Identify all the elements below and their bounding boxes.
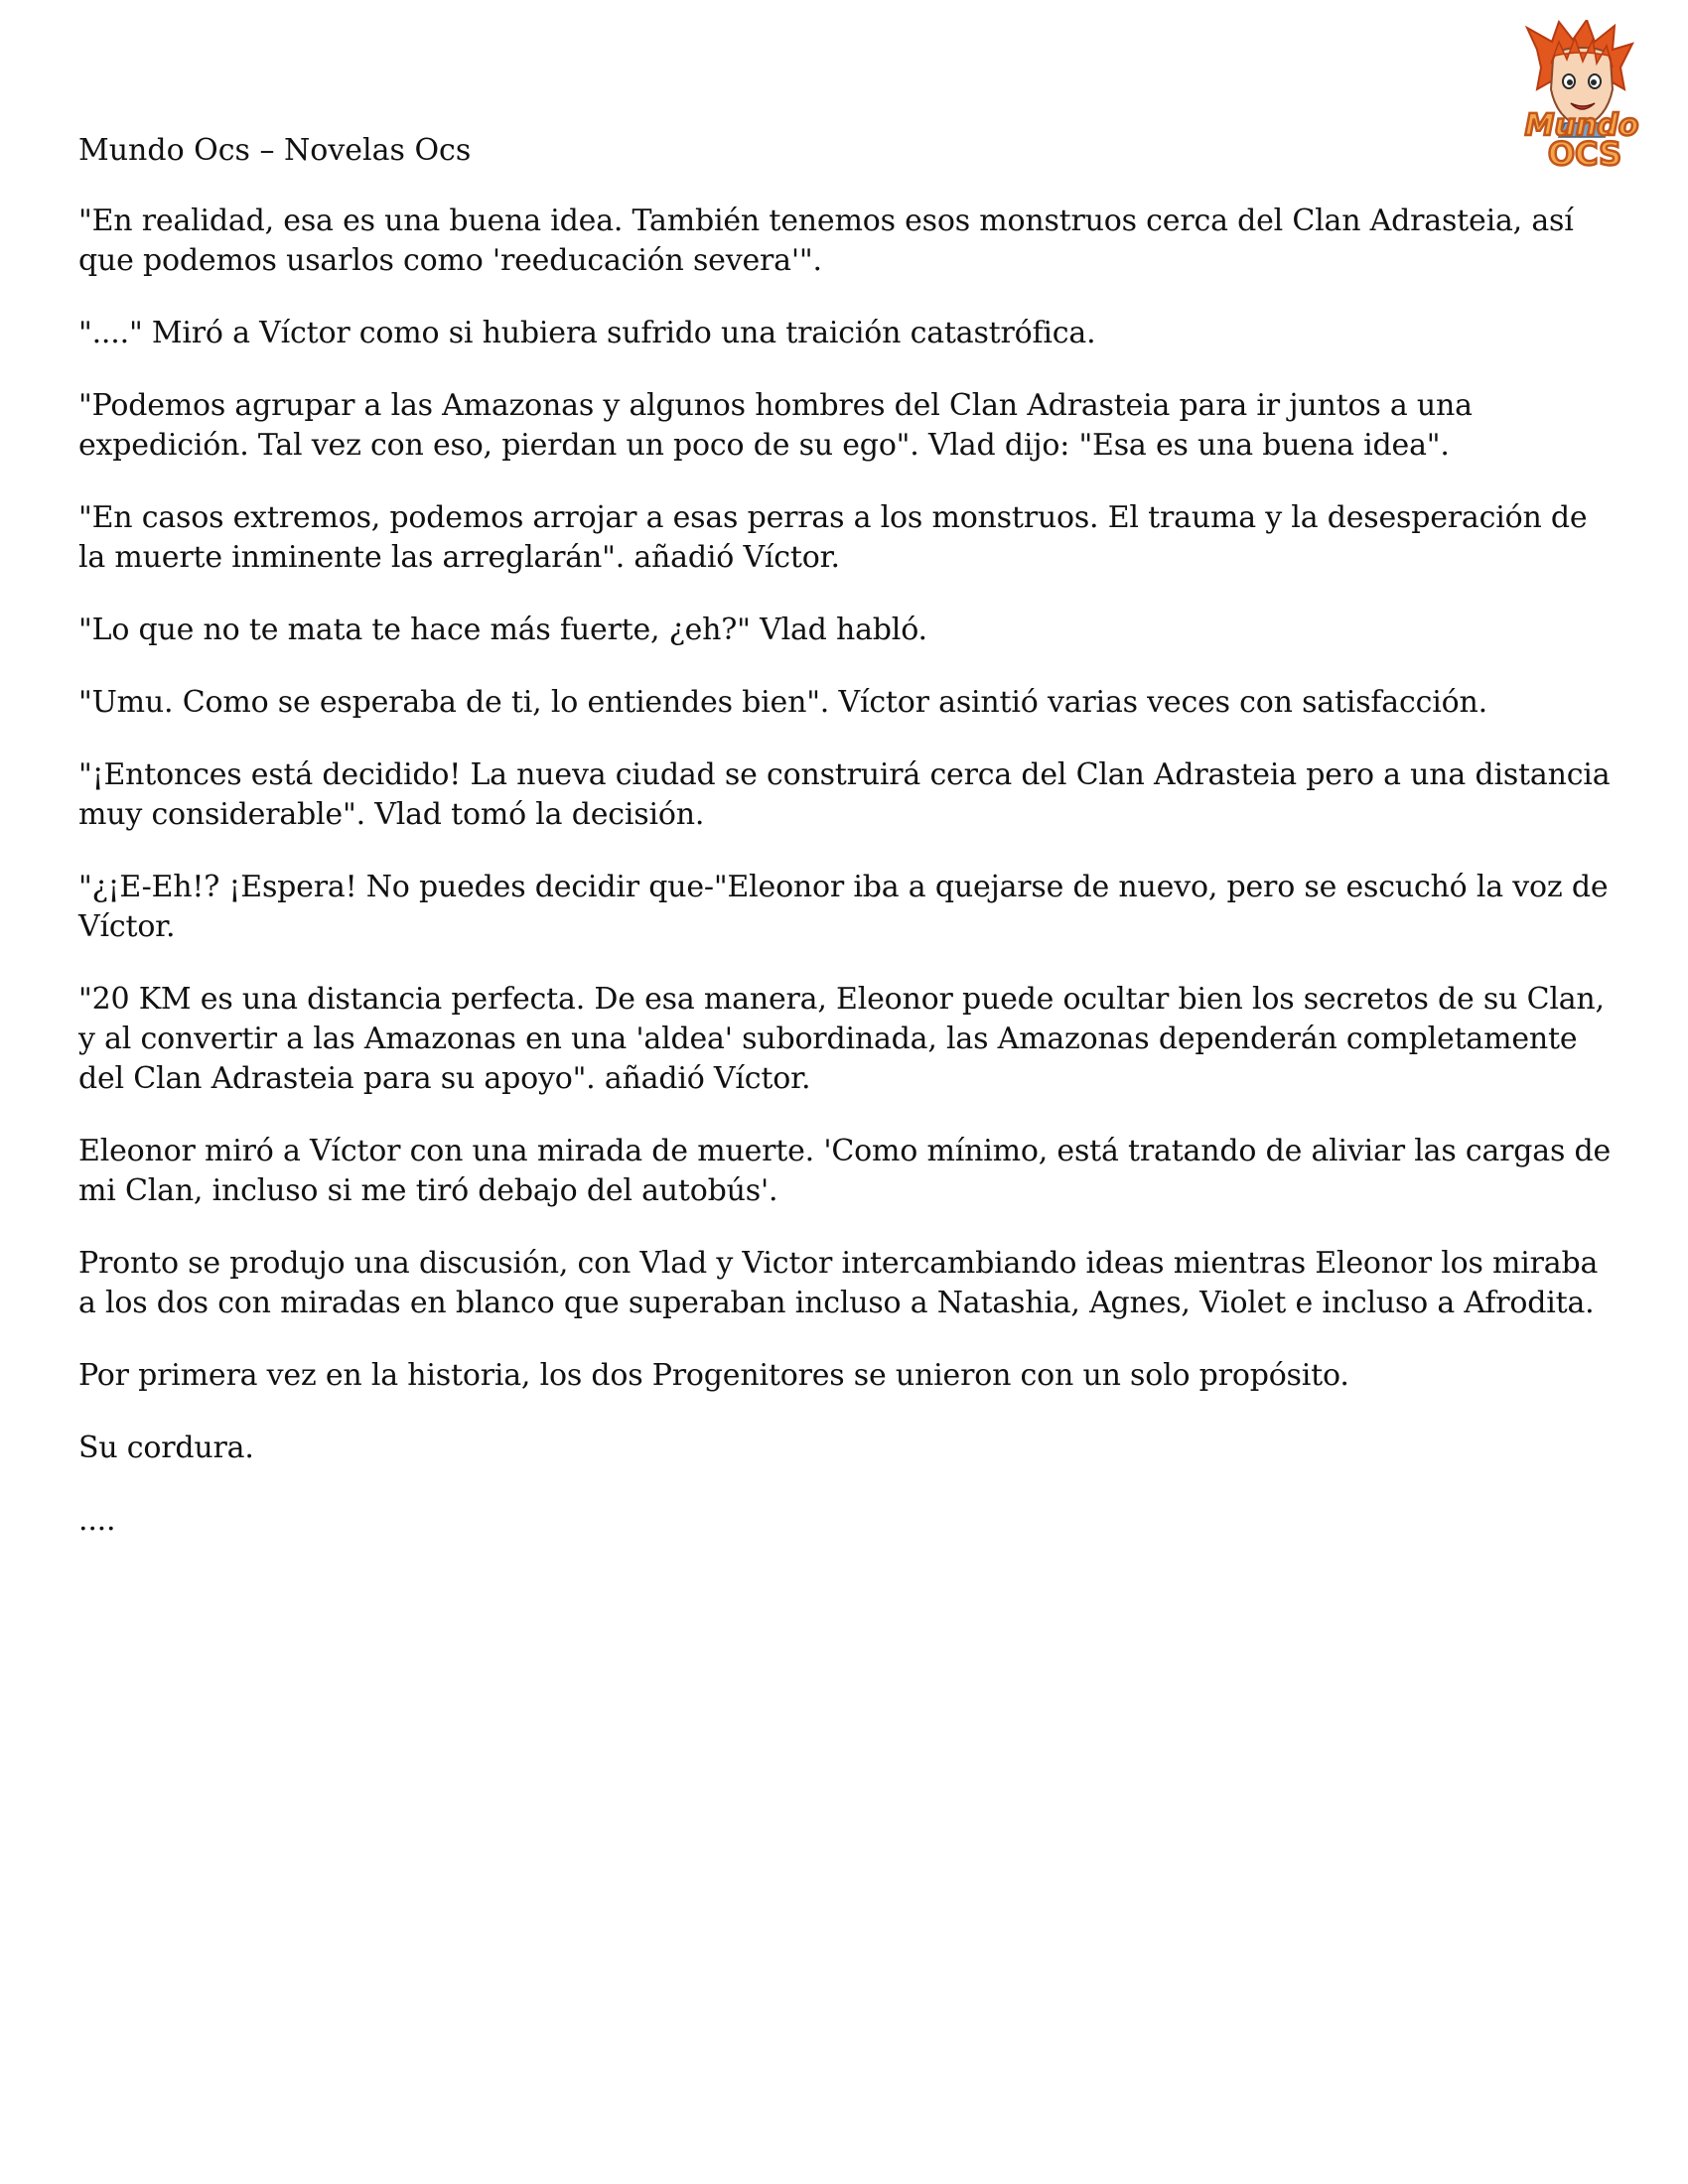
paragraph: "Lo que no te mata te hace más fuerte, ¿eh?" Vlad habló.: [78, 613, 927, 647]
mundo-ocs-logo: [1507, 20, 1656, 171]
svg-text:OCS: OCS: [1547, 135, 1622, 171]
svg-text:Mundo: Mundo: [1524, 108, 1639, 143]
paragraph: "En realidad, esa es una buena idea. También tenemos esos monstruos cerca del Clan Adrasteia, así que podemos usarlos como 'reeducación severa'".: [78, 204, 1574, 278]
paragraph: Por primera vez en la historia, los dos Progenitores se unieron con un solo propósito.: [78, 1358, 1349, 1393]
paragraph: "En casos extremos, podemos arrojar a esas perras a los monstruos. El trauma y la desesperación de la muerte inminente las arreglarán". añadió Víctor.: [78, 500, 1588, 575]
paragraph: Eleonor miró a Víctor con una mirada de muerte. 'Como mínimo, está tratando de aliviar las cargas de mi Clan, incluso si me tiró debajo del autobús'.: [78, 1134, 1612, 1208]
paragraph: Pronto se produjo una discusión, con Vlad y Victor intercambiando ideas mientras Eleonor los miraba a los dos con miradas en blanco que superaban incluso a Natashia, Agnes, Violet e incluso a Afrodita.: [78, 1246, 1599, 1320]
paragraph: "Umu. Como se esperaba de ti, lo entiendes bien". Víctor asintió varias veces con satisfacción.: [78, 685, 1487, 720]
paragraph: "...." Miró a Víctor como si hubiera sufrido una traición catastrófica.: [78, 316, 1096, 350]
mundo-ocs-mascot-icon: [1507, 20, 1656, 171]
story-text: [78, 202, 1618, 1573]
page-header: Mundo Ocs – Novelas Ocs: [78, 133, 472, 168]
paragraph: "Podemos agrupar a las Amazonas y algunos hombres del Clan Adrasteia para ir juntos a una expedición. Tal vez con eso, pierdan un poco de su ego". Vlad dijo: "Esa es una buena idea".: [78, 388, 1473, 463]
paragraph: "20 KM es una distancia perfecta. De esa manera, Eleonor puede ocultar bien los secretos de su Clan, y al convertir a las Amazonas en una 'aldea' subordinada, las Amazonas dependerán completamente del Clan Adrasteia para su apoyo". añadió Víctor.: [78, 982, 1605, 1096]
paragraph: "¡Entonces está decidido! La nueva ciudad se construirá cerca del Clan Adrasteia pero a una distancia muy considerable". Vlad tomó la decisión.: [78, 757, 1611, 832]
paragraph: Su cordura.: [78, 1431, 254, 1465]
paragraph: ....: [78, 1503, 116, 1538]
paragraph: "¿¡E-Eh!? ¡Espera! No puedes decidir que-"Eleonor iba a quejarse de nuevo, pero se escuchó la voz de Víctor.: [78, 870, 1609, 944]
